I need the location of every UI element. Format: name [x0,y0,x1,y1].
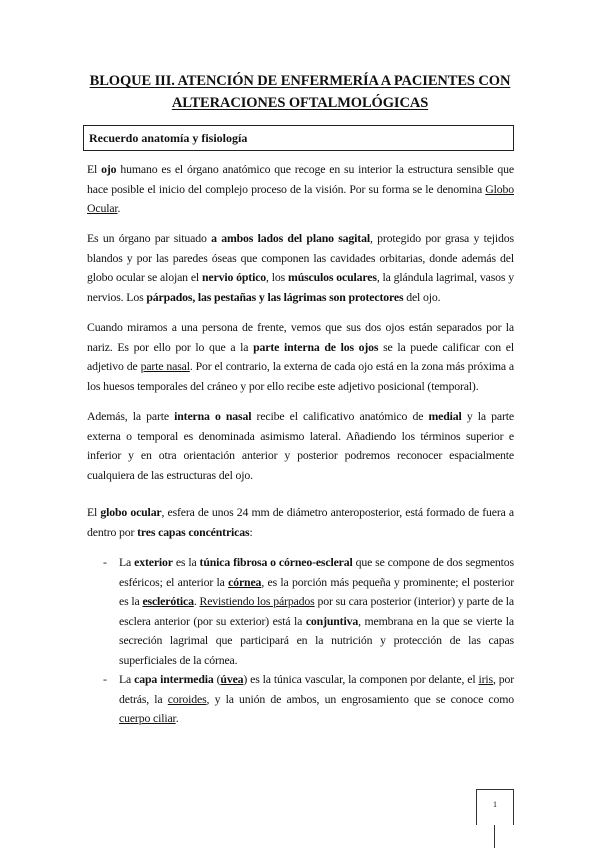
bold-term: parte interna de los ojos [253,339,379,354]
paragraph-globo-ocular [87,503,514,542]
text: , por detrás, la [119,672,515,706]
text: ) es la túnica vascular, la componen por delante, el [243,672,479,686]
title-line-2: ALTERACIONES OFTALMOLÓGICAS [171,95,429,111]
underlined-term: iris [478,672,493,686]
bold-term: interna o nasal [174,409,252,423]
text: El [87,505,101,519]
bold-term: túnica fibrosa o córneo-escleral [199,555,353,569]
page-number-line [494,825,495,848]
text: Además, la parte [87,409,175,423]
bold-term: párpados, las pestañas y las lágrimas son protectores [146,289,404,304]
paragraph-ojo [87,160,514,219]
text: , membrana en la que se vierte la secreción lagrimal que participará en la nutrición y protección de las capas superficiales de la córnea. [119,613,514,667]
underlined-term: parte nasal [140,359,190,373]
text: humano es el órgano anatómico que recoge en su interior la estructura sensible que hace posible el inicio del complejo proceso de la visión. Por su forma se le denomina [87,162,514,196]
bold-term: nervio óptico [202,270,267,284]
text: , los [266,270,289,284]
paragraph-frente [87,318,514,396]
text: , esfera de unos 24 mm de diámetro anteroposterior, está formado de fuera a dentro por [87,505,514,539]
text: es la [172,555,200,569]
title-line-1: BLOQUE III. ATENCIÓN DE ENFERMERÍA A PACIENTES CON [89,73,511,89]
text: , y la unión de ambos, un engrosamiento que se conoce como [206,691,515,706]
text: . [117,201,121,215]
paragraph-medial [87,407,514,485]
text: del ojo. [403,289,441,304]
underlined-term: Revistiendo los párpados [199,594,315,608]
list-dash: - [103,555,107,569]
text: . [193,594,200,608]
underlined-term: coroides [167,691,207,706]
text: . Por el contrario, la externa de cada ojo está en la zona más próxima a los huesos temporales del cráneo y por ello recibe este adjetivo posicional (temporal). [87,359,515,393]
bold-term: exterior [134,555,173,569]
underlined-term: Globo Ocular [87,181,514,215]
section-heading-box [83,125,514,151]
bold-underlined-term: esclerótica [142,594,194,608]
text: recibe el calificativo anatómico de [251,409,429,423]
bold-underlined-term: úvea [220,672,244,686]
bold-term: músculos oculares [288,270,377,284]
text: El [87,162,102,176]
section-heading: Recuerdo anatomía y fisiología [89,131,248,145]
text: : [249,524,253,539]
page-number-box [476,789,514,825]
bold-term: medial [428,409,462,423]
underlined-term: cuerpo ciliar [119,711,176,725]
text: La [119,555,135,569]
paragraph-organo-par [87,229,514,307]
text: , la glándula lagrimal, vasos y nervios. Los [87,270,514,304]
bold-term: capa intermedia [134,672,214,686]
text: La [119,672,135,686]
text: ( [213,672,221,686]
text: Cuando miramos a una persona de frente, vemos que sus dos ojos están separados por la nariz. Es por ello por lo que a la [87,320,514,354]
text: y la parte externa o temporal es denominada asimismo lateral. Añadiendo los términos superior e inferior y en otra orientación anterior y posterior podremos reconocer espacialmente cualquiera de las estructuras del ojo. [87,409,514,482]
bold-term: tres capas concéntricas [137,524,250,539]
text: Es un órgano par situado [87,231,212,245]
bold-term: a ambos lados del plano sagital [211,231,370,245]
bold-term: ojo [101,162,117,176]
text: . [175,711,179,725]
page-number: 1 [493,800,497,809]
text: se la puede calificar con el adjetivo de [87,339,514,373]
text: por su cara posterior (interior) y parte de la esclera anterior (por su exterior) está la [119,594,515,628]
list-item [87,670,514,729]
text: que se compone de dos segmentos esféricos; el anterior la [119,555,515,589]
text: , es la porción más pequeña y prominente; el posterior es la [119,574,514,608]
text: , protegido por grasa y tejidos blandos y por las paredes óseas que componen las cavidades orbitarias, donde además del globo ocular se alojan el [87,231,514,284]
bold-term: conjuntiva [305,613,359,628]
document-title [86,70,514,114]
list-item [87,553,514,670]
list-dash: - [103,672,107,686]
bold-underlined-term: córnea [228,574,262,589]
bold-term: globo ocular [100,505,162,519]
capas-list [87,553,514,729]
